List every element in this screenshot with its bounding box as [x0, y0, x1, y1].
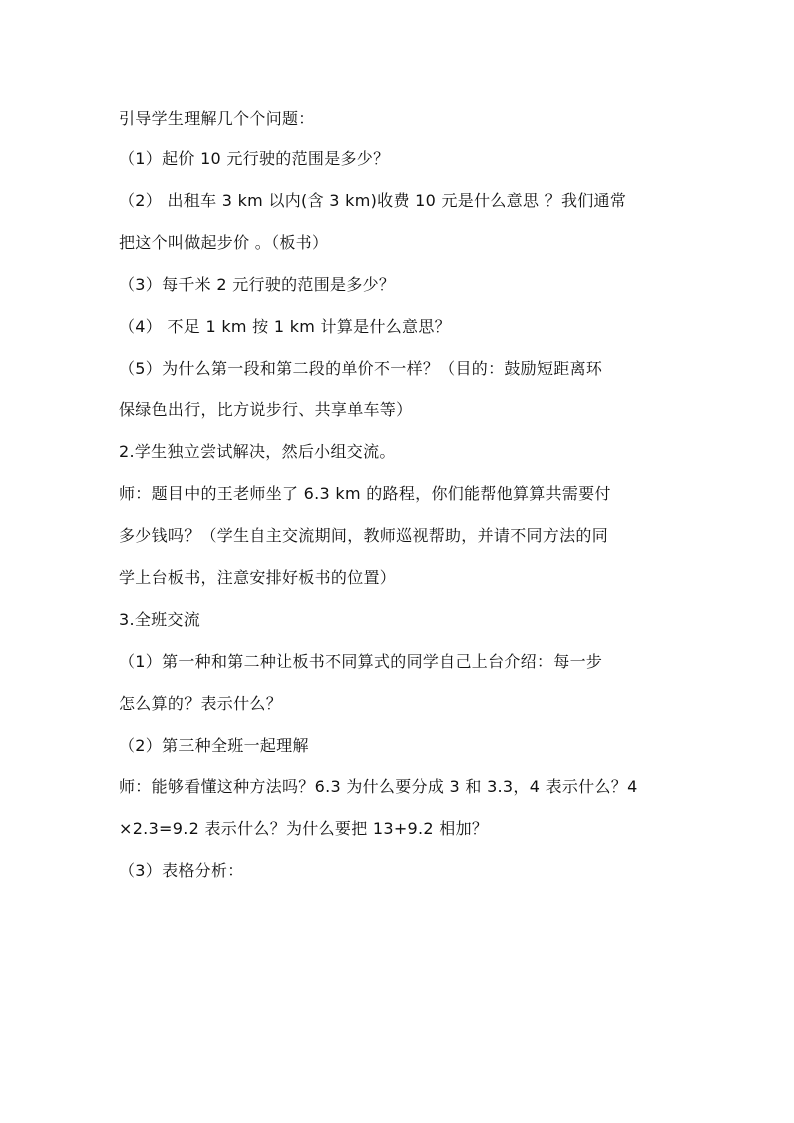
- teacher-method-question-cont: ×2.3=9.2 表示什么？为什么要把 13+9.2 相加？: [119, 819, 489, 838]
- teacher-question-cont-1: 多少钱吗？（学生自主交流期间，教师巡视帮助，并请不同方法的同: [119, 526, 609, 545]
- intro-line: 引导学生理解几个个问题：: [119, 109, 315, 128]
- exchange-1-cont: 怎么算的？表示什么？: [119, 694, 283, 713]
- step-3-heading: 3.全班交流: [119, 610, 201, 629]
- exchange-3: （3）表格分析：: [119, 861, 244, 880]
- teacher-question-cont-2: 学上台板书，注意安排好板书的位置）: [119, 568, 397, 587]
- question-5-cont: 保绿色出行，比方说步行、共享单车等）: [119, 400, 413, 419]
- teacher-method-question: 师：能够看懂这种方法吗？6.3 为什么要分成 3 和 3.3，4 表示什么？4: [119, 777, 638, 796]
- question-1: （1）起价 10 元行驶的范围是多少？: [119, 149, 390, 168]
- exchange-2: （2）第三种全班一起理解: [119, 736, 309, 755]
- question-5: （5）为什么第一段和第二段的单价不一样？（目的：鼓励短距离环: [119, 359, 603, 378]
- step-2-heading: 2.学生独立尝试解决，然后小组交流。: [119, 442, 396, 461]
- teacher-question: 师：题目中的王老师坐了 6.3 km 的路程，你们能帮他算算共需要付: [119, 484, 611, 503]
- question-4: （4） 不足 1 km 按 1 km 计算是什么意思？: [119, 317, 451, 336]
- question-2-cont: 把这个叫做起步价 。（板书）: [119, 233, 329, 252]
- exchange-1: （1）第一种和第二种让板书不同算式的同学自己上台介绍：每一步: [119, 652, 603, 671]
- question-3: （3）每千米 2 元行驶的范围是多少？: [119, 275, 396, 294]
- question-2: （2） 出租车 3 km 以内(含 3 km)收费 10 元是什么意思 ？我们通常: [119, 191, 627, 210]
